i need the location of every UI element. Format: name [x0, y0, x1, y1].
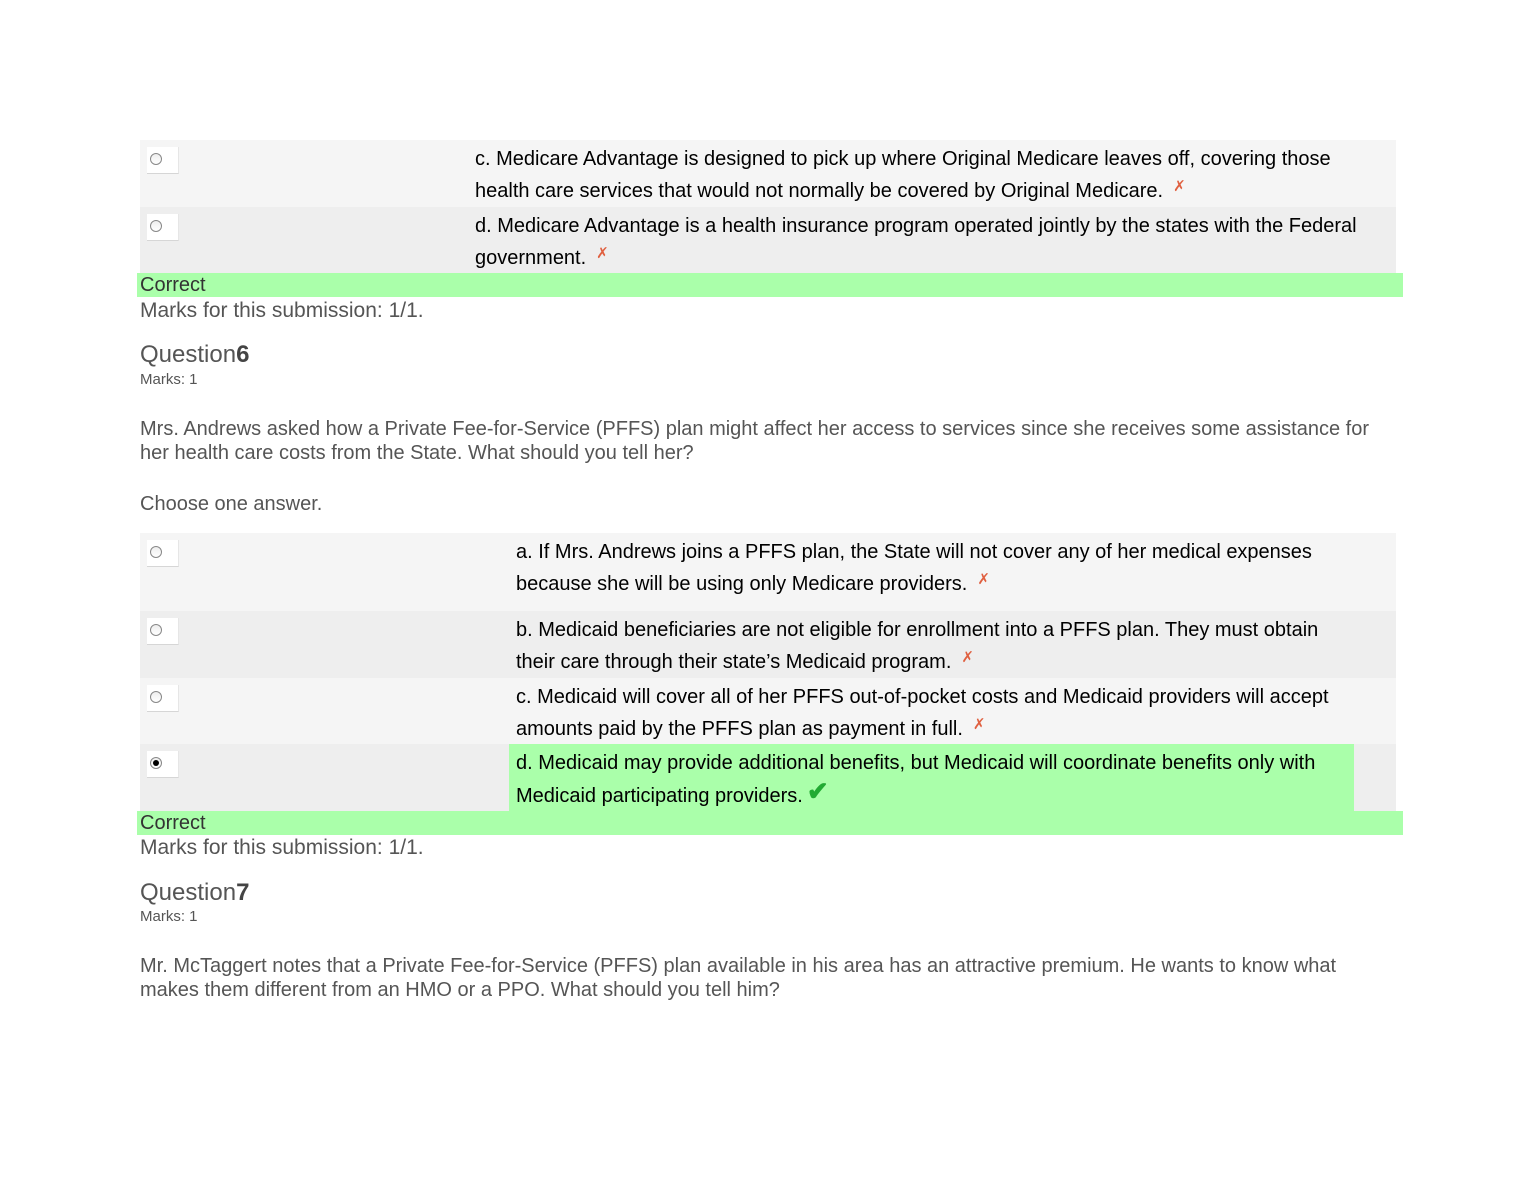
- q6-choose-one: Choose one answer.: [140, 493, 323, 515]
- x-mark-icon: ✗: [1173, 178, 1186, 195]
- q6-radio-cell: [140, 533, 187, 567]
- q5-radio-cell: [140, 140, 187, 174]
- x-mark-icon: ✗: [596, 245, 609, 262]
- q6-title: Question6: [140, 341, 250, 368]
- q6-answer-c-text: c. Medicaid will cover all of her PFFS out-of-pocket costs and Medicaid providers will accept amounts paid by the PFFS plan as payment in full. ✗: [516, 686, 1329, 740]
- x-mark-icon: ✗: [972, 716, 986, 733]
- x-mark-icon: ✗: [961, 649, 974, 666]
- q6-answer-list: [140, 533, 1396, 811]
- q6-answer-b-text: b. Medicaid beneficiaries are not eligible for enrollment into a PFFS plan. They must obtain their care through their state’s Medicaid program. ✗: [516, 619, 1319, 673]
- q7-title: Question7: [140, 879, 250, 906]
- q6-marks: Marks: 1: [140, 371, 198, 388]
- q5-correct-feedback: Correct: [137, 273, 1403, 297]
- q6-answer-d[interactable]: [140, 744, 1396, 811]
- q5-radio-c[interactable]: [147, 147, 179, 174]
- q5-answer-d-text: d. Medicare Advantage is a health insurance program operated jointly by the states with the Federal government. ✗: [475, 215, 1357, 269]
- q6-marks-submission: Marks for this submission: 1/1.: [140, 836, 424, 859]
- q6-radio-b[interactable]: [147, 618, 179, 645]
- x-mark-icon: ✗: [977, 571, 990, 588]
- q5-radio-d[interactable]: [147, 214, 179, 241]
- q6-radio-cell: [140, 611, 187, 645]
- q6-radio-cell: [140, 744, 187, 778]
- q6-answer-b[interactable]: [140, 611, 1396, 678]
- q5-marks-submission: Marks for this submission: 1/1.: [140, 299, 424, 322]
- q5-answer-list: [140, 140, 1396, 273]
- q6-radio-c[interactable]: [147, 685, 179, 712]
- q7-number: 7: [236, 879, 250, 906]
- q5-answer-c-text: c. Medicare Advantage is designed to pick up where Original Medicare leaves off, covering those health care services that would not normally be covered by Original Medicare. ✗: [475, 148, 1331, 202]
- q6-radio-d[interactable]: [147, 751, 179, 778]
- q6-question-text: Mrs. Andrews asked how a Private Fee-for-Service (PFFS) plan might affect her access to services since she receives some assistance for her health care costs from the State. What should you tell her?: [140, 418, 1369, 464]
- q5-answer-d[interactable]: [140, 207, 1396, 273]
- q6-answer-d-text: d. Medicaid may provide additional benefits, but Medicaid will coordinate benefits only with Medicaid participating providers. ✔: [509, 744, 1354, 811]
- q7-marks: Marks: 1: [140, 908, 198, 925]
- q5-radio-cell: [140, 207, 187, 241]
- check-mark-icon: ✔: [806, 776, 829, 806]
- q6-answer-a[interactable]: [140, 533, 1396, 611]
- q7-question-text: Mr. McTaggert notes that a Private Fee-for-Service (PFFS) plan available in his area has an attractive premium. He wants to know what makes them different from an HMO or a PPO. What should you tell him?: [140, 955, 1337, 1001]
- q6-radio-a[interactable]: [147, 540, 179, 567]
- q6-answer-c[interactable]: [140, 678, 1396, 744]
- q6-number: 6: [236, 341, 250, 368]
- q6-radio-cell: [140, 678, 187, 712]
- q6-answer-a-text: a. If Mrs. Andrews joins a PFFS plan, the State will not cover any of her medical expenses because she will be using only Medicare providers. ✗: [516, 541, 1312, 595]
- q6-correct-feedback: Correct: [137, 811, 1403, 835]
- q5-answer-c[interactable]: [140, 140, 1396, 207]
